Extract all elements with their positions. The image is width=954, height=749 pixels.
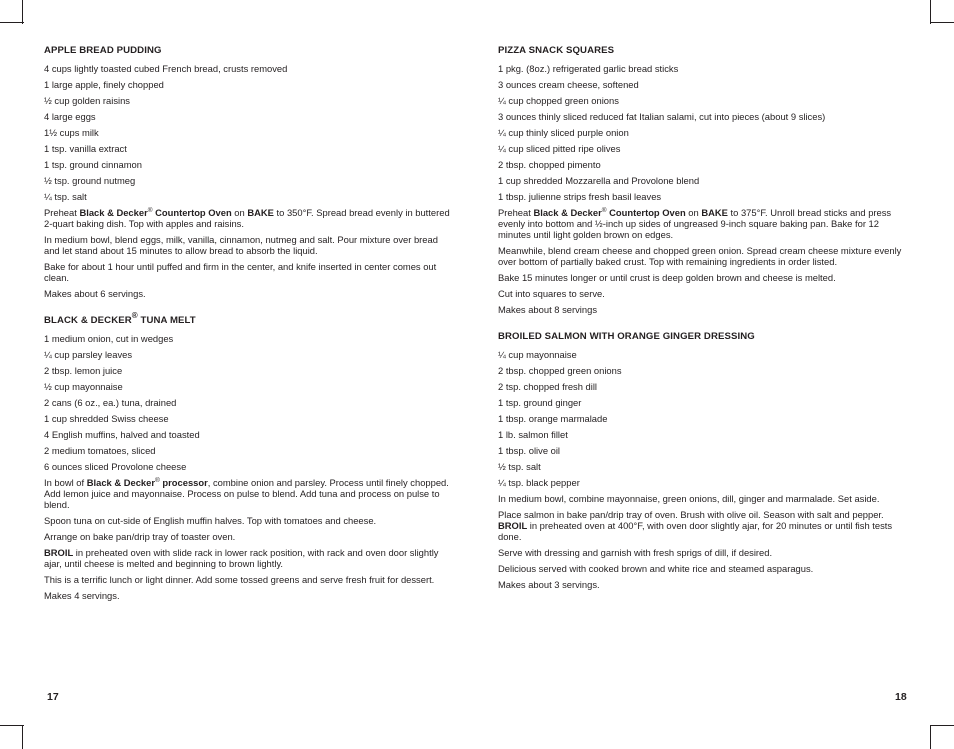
ingredient: 4 English muffins, halved and toasted: [44, 429, 200, 440]
ingredient: 2 tsp. chopped fresh dill: [498, 381, 598, 392]
ingredient: 1 tsp. ground ginger: [498, 397, 582, 408]
ingredient: 1½ cups milk: [44, 127, 99, 138]
instruction-step: In medium bowl, combine mayonnaise, green onions, dill, ginger and marmalade. Set aside.: [498, 493, 880, 504]
instruction-step: Arrange on bake pan/drip tray of toaster oven.: [44, 531, 236, 542]
ingredient: 1 lb. salmon fillet: [498, 429, 568, 440]
ingredient: 1 cup shredded Mozzarella and Provolone blend: [498, 175, 700, 186]
ingredient: ¼ tsp. black pepper: [498, 477, 580, 488]
instruction-step: Spoon tuna on cut-side of English muffin halves. Top with tomatoes and cheese.: [44, 515, 377, 526]
ingredient: 1 tbsp. julienne strips fresh basil leaves: [498, 191, 662, 202]
ingredient: 2 tbsp. chopped green onions: [498, 365, 622, 376]
ingredient: ¼ cup mayonnaise: [498, 349, 577, 360]
brand-name: Black & Decker: [79, 207, 148, 218]
brand-name: Black & Decker: [533, 207, 602, 218]
ingredient: 1 tbsp. orange marmalade: [498, 413, 608, 424]
instruction-step: Preheat Black & Decker® Countertop Oven on BAKE to 350°F. Spread bread evenly in buttered 2-quart baking dish. Top with apples and raisins.: [44, 206, 450, 229]
recipe-title: BLACK & DECKER® TUNA MELT: [44, 310, 196, 326]
ingredient: ½ tsp. ground nutmeg: [44, 175, 136, 186]
servings-note: Makes about 8 servings: [498, 304, 598, 315]
recipe-title: APPLE BREAD PUDDING: [44, 45, 162, 56]
instruction-step: In bowl of Black & Decker® processor, combine onion and parsley. Process until finely chopped. Add lemon juice and mayonnaise. Process on pulse to blend. Add tuna and process on pulse to blend.: [44, 476, 449, 510]
instruction-step: Cut into squares to serve.: [498, 288, 605, 299]
ingredient: ½ cup golden raisins: [44, 95, 130, 106]
servings-note: Makes about 6 servings.: [44, 288, 146, 299]
instruction-step: In medium bowl, blend eggs, milk, vanilla, cinnamon, nutmeg and salt. Pour mixture over bread and let stand about 15 minutes to allow bread to absorb the liquid.: [44, 234, 438, 256]
recipe-pizza-snack-squares: [498, 44, 912, 315]
instruction-step: Delicious served with cooked brown and white rice and steamed asparagus.: [498, 563, 814, 574]
ingredient: 1 tsp. ground cinnamon: [44, 159, 142, 170]
ingredient: 2 cans (6 oz., ea.) tuna, drained: [44, 397, 177, 408]
ingredient: 1 large apple, finely chopped: [44, 79, 164, 90]
ingredient: 4 cups lightly toasted cubed French bread, crusts removed: [44, 63, 288, 74]
servings-note: Makes about 3 servings.: [498, 579, 600, 590]
ingredient: 1 tbsp. olive oil: [498, 445, 561, 456]
recipe-title: BROILED SALMON WITH ORANGE GINGER DRESSING: [498, 331, 755, 342]
ingredient: ¼ tsp. salt: [44, 191, 87, 202]
right-page: [477, 0, 954, 749]
ingredient: 3 ounces thinly sliced reduced fat Italian salami, cut into pieces (about 9 slices): [498, 111, 826, 122]
instruction-step: Bake 15 minutes longer or until crust is deep golden brown and cheese is melted.: [498, 272, 836, 283]
right-column: [498, 44, 912, 595]
servings-note: Makes 4 servings.: [44, 590, 120, 601]
ingredient: 1 medium onion, cut in wedges: [44, 333, 174, 344]
page-number: 18: [895, 691, 907, 703]
ingredient: 6 ounces sliced Provolone cheese: [44, 461, 187, 472]
recipe-title: PIZZA SNACK SQUARES: [498, 45, 615, 56]
ingredient: 2 tbsp. lemon juice: [44, 365, 123, 376]
ingredient: 1 cup shredded Swiss cheese: [44, 413, 169, 424]
page-number: 17: [47, 691, 59, 703]
ingredient: 4 large eggs: [44, 111, 96, 122]
ingredient: ¼ cup chopped green onions: [498, 95, 619, 106]
ingredient: ¼ cup sliced pitted ripe olives: [498, 143, 621, 154]
ingredient: ¼ cup parsley leaves: [44, 349, 133, 360]
instruction-step: Preheat Black & Decker® Countertop Oven on BAKE to 375°F. Unroll bread sticks and press evenly into bottom and ½-inch up sides of ungreased 9-inch square baking pan. Bake for 12 minutes until light golden brown on edges.: [498, 206, 892, 240]
instruction-step: Bake for about 1 hour until puffed and firm in the center, and knife inserted in center comes out clean.: [44, 261, 437, 283]
instruction-step: Meanwhile, blend cream cheese and chopped green onion. Spread cream cheese mixture evenly over bottom of partially baked crust. Top with remaining ingredients in order listed.: [498, 245, 902, 267]
instruction-step: This is a terrific lunch or light dinner. Add some tossed greens and serve fresh fruit for dessert.: [44, 574, 435, 585]
instruction-step: Place salmon in bake pan/drip tray of oven. Brush with olive oil. Season with salt and pepper. BROIL in preheated oven at 400°F, with oven door slightly ajar, for 20 minutes or until fish tests done.: [498, 509, 893, 542]
left-column: [44, 44, 454, 606]
instruction-step: Serve with dressing and garnish with fresh sprigs of dill, if desired.: [498, 547, 773, 558]
recipe-tuna-melt: [44, 310, 454, 601]
ingredient: ½ tsp. salt: [498, 461, 541, 472]
ingredient: 1 pkg. (8oz.) refrigerated garlic bread sticks: [498, 63, 679, 74]
brand-name: Black & Decker: [86, 477, 156, 488]
recipe-apple-bread-pudding: [44, 44, 454, 299]
ingredient: 2 tbsp. chopped pimento: [498, 159, 601, 170]
instruction-step: BROIL in preheated oven with slide rack in lower rack position, with rack and oven door slightly ajar, until cheese is melted and beginning to brown lightly.: [44, 547, 439, 569]
ingredient: ¼ cup thinly sliced purple onion: [498, 127, 629, 138]
ingredient: 1 tsp. vanilla extract: [44, 143, 127, 154]
ingredient: 2 medium tomatoes, sliced: [44, 445, 156, 456]
ingredient: ½ cup mayonnaise: [44, 381, 123, 392]
recipe-broiled-salmon: [498, 330, 912, 590]
ingredient: 3 ounces cream cheese, softened: [498, 79, 639, 90]
